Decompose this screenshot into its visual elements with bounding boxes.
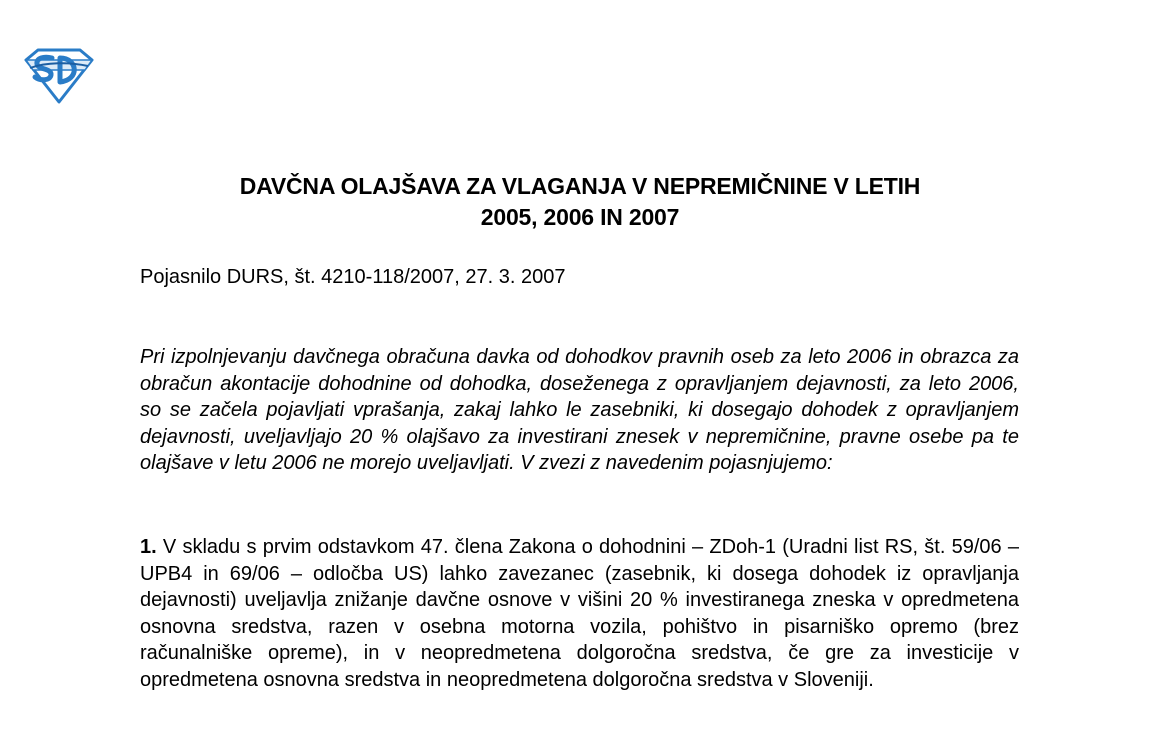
title-line-1: DAVČNA OLAJŠAVA ZA VLAGANJA V NEPREMIČNINE V LETIH — [239, 173, 921, 199]
document-reference: Pojasnilo DURS, št. 4210-118/2007, 27. 3. 2007 — [140, 266, 566, 288]
title-line-2: 2005, 2006 IN 2007 — [480, 204, 680, 230]
sd-logo-icon — [22, 46, 96, 104]
intro-paragraph: Pri izpolnjevanju davčnega obračuna davka od dohodkov pravnih oseb za leto 2006 in obrazca za obračun akontacije dohodnine od dohodka, doseženega z opravljanjem dejavnosti, za leto 2006, so se začela pojavljati vprašanja, zakaj lahko le zasebniki, ki dosegajo dohodek z opravljanjem dejavnosti, uveljavljajo 20 % olajšavo za investirani znesek v nepremičnine, pravne osebe pa te olajšave v letu 2006 ne morejo uveljavljati. V zvezi z navedenim pojasnjujemo: — [140, 346, 1019, 474]
point-1-number: 1. — [140, 536, 157, 558]
point-1-paragraph — [140, 534, 1019, 693]
point-1-text: V skladu s prvim odstavkom 47. člena Zakona o dohodnini – ZDoh-1 (Uradni list RS, št. 59/06 – UPB4 in 69/06 – odločba US) lahko zavezanec (zasebnik, ki dosega dohodek iz opravljanja dejavnosti) uveljavlja znižanje davčne osnove v višini 20 % investiranega zneska v opredmetena osnovna sredstva, razen v osebna motorna vozila, pohištvo in pisarniško opremo (brez računalniške opreme), in v neopredmetena dolgoročna sredstva, če gre za investicije v opredmetena osnovna sredstva in neopredmetena dolgoročna sredstva v Sloveniji. — [140, 536, 1019, 691]
document-title — [140, 171, 1020, 233]
